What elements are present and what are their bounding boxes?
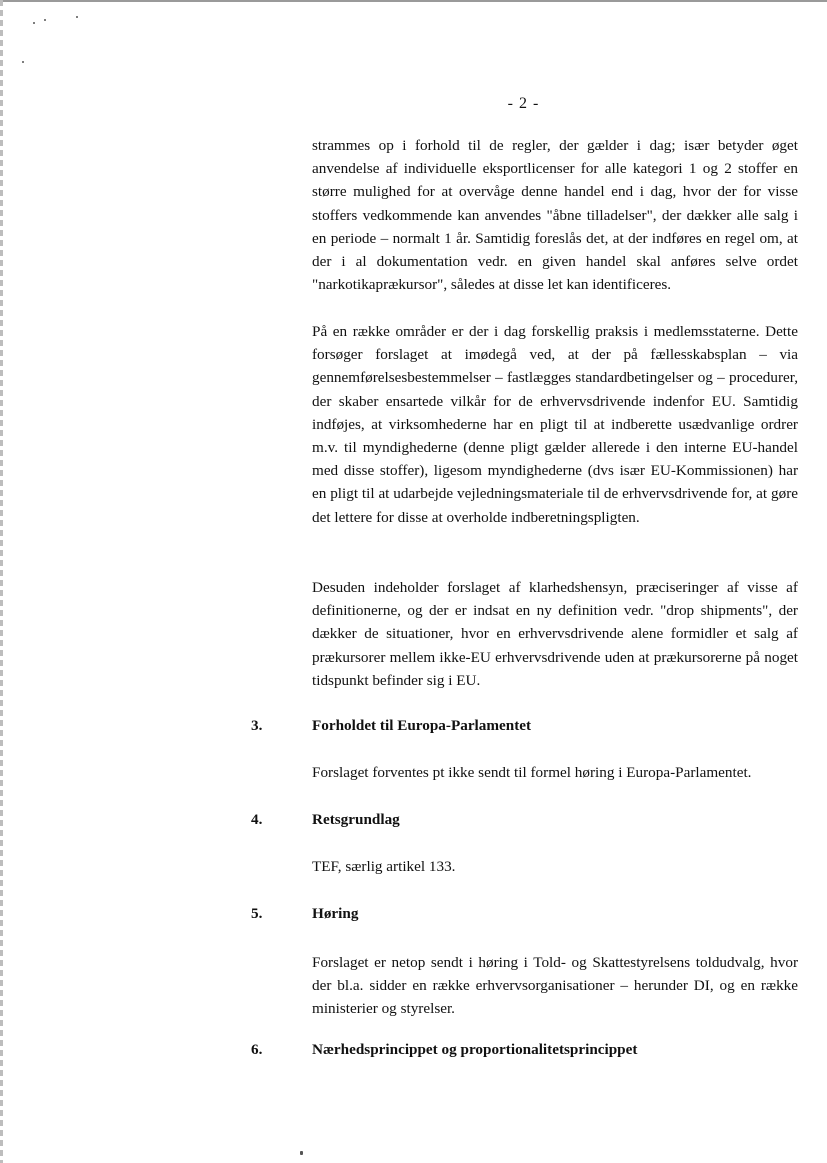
section-text: Forslaget er netop sendt i høring i Told- og Skattestyrelsens toldudvalg, hvor der bl.a. sidder en række erhvervsorganisationer – herunder DI, og en række ministerier og styrelser. <box>312 954 798 1018</box>
section-heading: Høring <box>312 905 359 922</box>
scan-left-border <box>0 0 3 1163</box>
scan-speck <box>22 61 24 63</box>
section-number: 3. <box>251 717 263 734</box>
paragraph-2: På en række områder er der i dag forskellig praksis i medlemsstaterne. Dette forsøger forslaget at imødegå ved, at der på fællesskabsplan – via gennemførelsesbestemmelser – fastlægges standardbetingelser og – procedurer, der skaber ensartede vilkår for de erhvervsdrivende indenfor EU. Samtidig indføjes, at virksomhederne har en pligt til at indberette usædvanlige ordrer m.v. til myndighederne (denne pligt gælder allerede i den interne EU-handel med disse stoffer), ligesom myndighederne (dvs især EU-Kommissionen) har en pligt til at udarbejde vejledningsmateriale til de erhvervsdrivende for, at gøre det lettere for disse at overholde indberetningspligten. <box>312 323 798 526</box>
paragraph-1: strammes op i forhold til de regler, der gælder i dag; især betyder øget anvendelse af individuelle eksportlicenser for alle kategori 1 og 2 stoffer en større mulighed for at overvåge denne handel end i dag, hvor der for visse stoffers vedkommende kan anvendes "åbne tilladelser", der dækker alle salg i en periode – normalt 1 år. Samtidig foreslås det, at der indføres en regel om, at der i al dokumentation vedr. en given handel skal anføres selve ordet "narkotikaprækursor", således at disse let kan identificeres. <box>312 137 798 294</box>
scan-speck <box>44 19 46 21</box>
section-heading: Forholdet til Europa-Parlamentet <box>312 717 532 734</box>
scan-speck <box>33 22 35 24</box>
section-number: 4. <box>251 811 263 828</box>
scan-top-border <box>0 0 827 2</box>
section-text: TEF, særlig artikel 133. <box>312 858 456 875</box>
section-text: Forslaget forventes pt ikke sendt til formel høring i Europa-Parlamentet. <box>312 764 752 781</box>
section-heading: Retsgrundlag <box>312 811 400 828</box>
section-number: 6. <box>251 1041 263 1058</box>
scan-speck <box>76 16 78 18</box>
section-heading: Nærhedsprincippet og proportionalitetsprincippet <box>312 1041 638 1058</box>
scan-speck <box>300 1151 303 1155</box>
section-number: 5. <box>251 905 263 922</box>
paragraph-3: Desuden indeholder forslaget af klarhedshensyn, præciseringer af visse af definitionerne, og der er indsat en ny definition vedr. "drop shipments", der dækker de situationer, hvor en erhvervsdrivende alene formidler et salg af prækursorer mellem ikke-EU erhvervsdrivende uden at prækursorerne på noget tidspunkt befinder sig i EU. <box>312 579 798 689</box>
page-number: - 2 - <box>507 95 540 112</box>
